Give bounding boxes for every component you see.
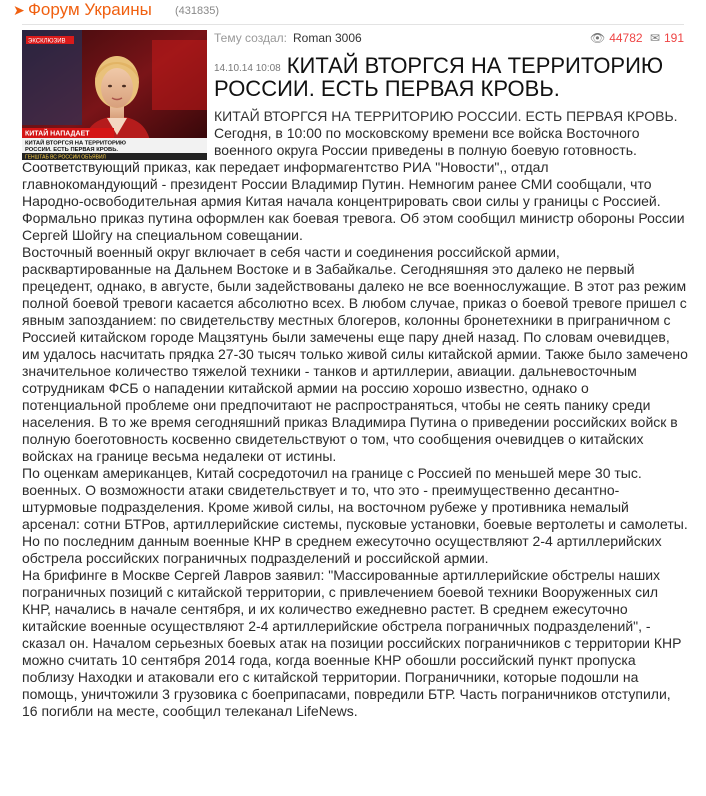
post-title[interactable]: КИТАЙ ВТОРГСЯ НА ТЕРРИТОРИЮ РОССИИ. ЕСТЬ ПЕРВАЯ КРОВЬ. — [214, 53, 664, 101]
comment-icon: ✉ — [649, 31, 660, 45]
author-link[interactable]: Roman 3006 — [292, 31, 362, 45]
post-headline — [214, 54, 688, 100]
thumb-caption-line1: КИТАЙ ВТОРГСЯ НА ТЕРРИТОРИЮ — [25, 140, 126, 147]
post-paragraph-5: На брифинге в Москве Сергей Лавров заявил: "Массированные артиллерийские обстрелы наших пограничных позиций с китайской территории, с привлечением боевой техники Вооруженных сил КНР, начались в начале сентября, и их количество ежедневно растет. В среднем ежесуточно китайские военные осуществляют 2-4 артиллерийские обстрела пограничных подразделений", - сказал он. Началом серьезных боевых атак на позиции российских пограничников с территории КНР можно считать 10 сентября 2014 года, когда военные КНР обошли российский пункт пропуска поблизу Находки и атаковали его с китайской территории. Пограничники, которые подошли на помощь, уничтожили 3 грузовика с боеприпасами, повредили БТР. Часть пограничников отступили, 16 погибли на месте, сообщил телеканал LifeNews. — [22, 567, 682, 719]
forum-header — [0, 0, 706, 22]
post-paragraph-1a: Сегодня, в 10:00 по московскому времени все войска Восточного военного округа России приведены в полную боевую готовность. — [214, 125, 640, 158]
post-stats — [586, 30, 684, 46]
header-divider — [22, 24, 684, 25]
post-date: 14.10.14 10:08 — [214, 63, 281, 74]
thumb-ticker: ГЕНШТАБ ВС РОССИИ ОБЪЯВИЛ — [25, 154, 106, 160]
post-body — [22, 108, 688, 720]
eye-icon: 👁 — [589, 31, 606, 45]
post-paragraph-4: Но по последним данным военные КНР в среднем ежесуточно осуществляют 2-4 артиллерийских обстрела российских пограничных подразделений и российской армии. — [22, 533, 662, 566]
forum-topic-count: (431835) — [175, 5, 220, 17]
arrow-right-icon: ➤ — [13, 2, 25, 18]
views-count: 44782 — [609, 31, 643, 45]
created-by-label: Тему создал: — [214, 31, 287, 45]
thumb-caption-top: КИТАЙ НАПАДАЕТ — [25, 130, 90, 138]
post-paragraph-3: По оценкам американцев, Китай сосредоточил на границе с Россией по меньшей мере 30 тыс. военных. О возможности атаки свидетельствует и то, что это - преимущественно десантно-штурмовые подразделения. Кроме живой силы, на восточном рубеже у противника немалый арсенал: сотни БТРов, артиллерийские системы, пусковые установки, боевые вертолеты и самолеты. — [22, 465, 688, 532]
post-meta — [214, 30, 688, 46]
comments-count[interactable]: 191 — [663, 31, 684, 45]
post-paragraph-2: Восточный военный округ включает в себя части и соединения российской армии, расквартированные на Дальнем Востоке и в Забайкалье. Сегодняшняя это далеко не первый прецедент, однако, в августе, были задействованы далеко не все военнослужащие. В этот раз режим полной боевой тревоги касается абсолютно всех. В любом случае, приказ о боевой тревоге пришел с явным запозданием: по свидетельству местных блогеров, колонны бронетехники в приграничном с Россией китайском городе Мацзятунь были замечены еще пару дней назад. По словам очевидцев, им удалось насчитать прядка 27-30 тысяч только живой силы китайской армии. Также было замечено значительное количество тяжелой техники - танков и артиллерии, авиации. дальневосточным сотрудникам ФСБ о нападении китайской армии на россию хорошо известно, однако о потенциальной проблеме они предпочитают не распространяться, чтобы не сеять панику среди населения. В то же время сегодняшний приказ Владимира Путина о приведении российских войск в полную боеготовность косвенно свидетельствуют о том, что сообщения очевидцев о китайских войсках на границе весьма недалеки от истины. — [22, 244, 688, 464]
post-lead: КИТАЙ ВТОРГСЯ НА ТЕРРИТОРИЮ РОССИИ. ЕСТЬ ПЕРВАЯ КРОВЬ. — [214, 108, 678, 124]
thumb-corner-label: ЭКСКЛЮЗИВ — [28, 38, 66, 45]
thumb-caption-line2: РОССИИ. ЕСТЬ ПЕРВАЯ КРОВЬ. — [25, 147, 119, 153]
forum-title-link[interactable]: Форум Украины — [28, 0, 152, 19]
post-paragraph-1b: Соответствующий приказ, как передает информагентство РИА "Новости",, отдал главнокомандующий - президент России Владимир Путин. Немногим ранее СМИ сообщали, что Народно-освободительная армия Китая начала концентрировать свои силы у границы с Россией. Формально приказ путина оформлен как боевая тревога. Об этом сообщил министр обороны России Сергей Шойгу на специальном совещании. — [22, 159, 685, 243]
